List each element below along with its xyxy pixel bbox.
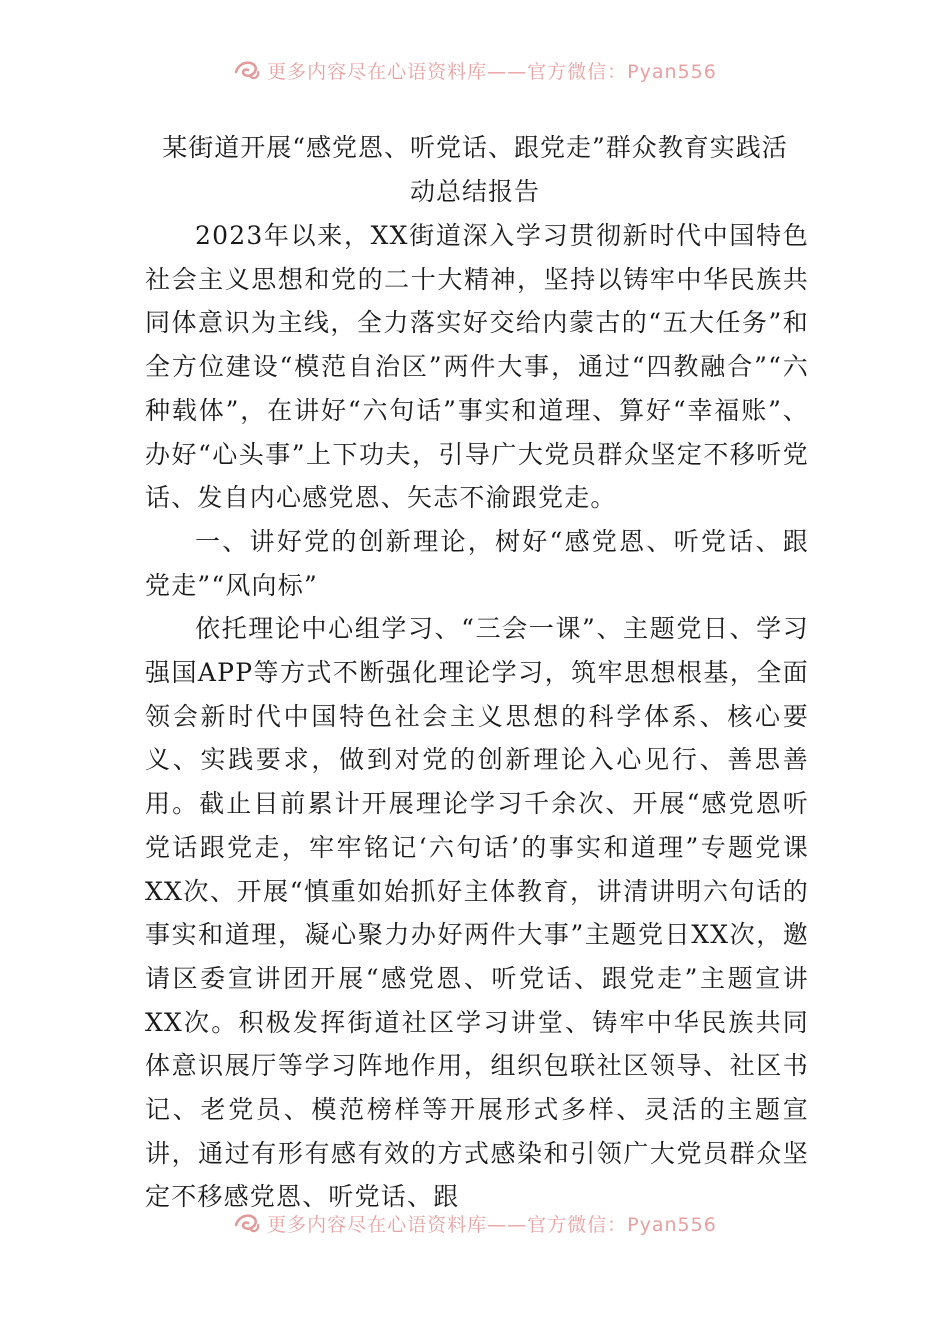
document-title xyxy=(145,126,805,214)
footer-watermark xyxy=(0,1205,950,1241)
watermark-text: 更多内容尽在心语资料库——官方微信：Pyan556 xyxy=(267,60,717,83)
header-watermark xyxy=(0,52,950,88)
section-1-paragraph: 依托理论中心组学习、“三会一课”、主题党日、学习强国APP等方式不断强化理论学习，筑牢思想根基，全面领会新时代中国特色社会主义思想的科学体系、核心要义、实践要求，做到对党的创新理论入心见行、善思善用。截止目前累计开展理论学习千余次、开展“感党恩听党话跟党走，牢牢铭记‘六句话’的事实和道理”专题党课XX次、开展“慎重如始抓好主体教育，讲清讲明六句话的事实和道理，凝心聚力办好两件大事”主题党日XX次，邀请区委宣讲团开展“感党恩、听党话、跟党走”主题宣讲XX次。积极发挥街道社区学习讲堂、铸牢中华民族共同体意识展厅等学习阵地作用，组织包联社区领导、社区书记、老党员、模范榜样等开展形式多样、灵活的主题宣讲，通过有形有感有效的方式感染和引领广大党员群众坚定不移感党恩、听党话、跟 xyxy=(145,614,809,1212)
swirl-logo-icon xyxy=(233,1211,261,1235)
document-body xyxy=(145,214,809,1219)
title-line-2: 动总结报告 xyxy=(409,177,540,206)
title-line-1: 某街道开展“感党恩、听党话、跟党走”群众教育实践活 xyxy=(162,133,788,162)
swirl-logo-icon xyxy=(233,58,261,82)
section-heading-1: 一、讲好党的创新理论，树好“感党恩、听党话、跟党走”“风向标” xyxy=(145,526,809,600)
intro-paragraph: 2023年以来，XX街道深入学习贯彻新时代中国特色社会主义思想和党的二十大精神，坚持以铸牢中华民族共同体意识为主线，全力落实好交给内蒙古的“五大任务”和全方位建设“模范自治区”两件大事，通过“四教融合”“六种载体”，在讲好“六句话”事实和道理、算好“幸福账”、办好“心头事”上下功夫，引导广大党员群众坚定不移听党话、发自内心感党恩、矢志不渝跟党走。 xyxy=(145,221,809,513)
watermark-text: 更多内容尽在心语资料库——官方微信：Pyan556 xyxy=(267,1213,717,1236)
